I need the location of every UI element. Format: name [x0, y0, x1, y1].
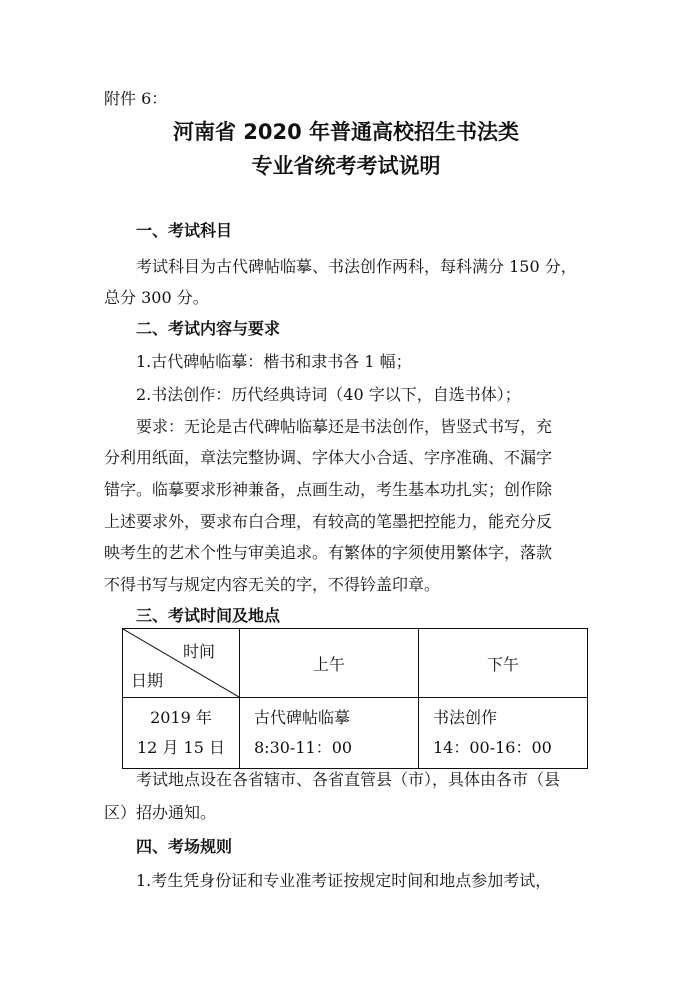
- am-time: 8:30-11：00: [254, 738, 353, 757]
- document-title-line1: 河南省 2020 年普通高校招生书法类: [172, 120, 520, 144]
- section-heading-schedule: 三、考试时间及地点: [136, 606, 281, 625]
- list-item: 1.古代碑帖临摹：楷书和隶书各 1 幅；: [136, 352, 412, 371]
- paragraph-line: 不得书写与规定内容无关的字，不得钤盖印章。: [104, 575, 441, 594]
- corner-date-label: 日期: [131, 671, 164, 690]
- paragraph-line: 区）招办通知。: [104, 803, 217, 822]
- pm-cell: [419, 698, 588, 769]
- list-item: 1.考生凭身份证和专业准考证按规定时间和地点参加考试，: [136, 871, 552, 890]
- paragraph-line: 上述要求外，要求布白合理，有较高的笔墨把控能力，能充分反: [104, 512, 553, 531]
- pm-subject: 书法创作: [433, 708, 498, 727]
- table-header-row: [123, 629, 588, 698]
- column-header-pm: 下午: [419, 629, 588, 698]
- paragraph-line: 考试地点设在各省辖市、各省直管县（市），具体由各市（县: [136, 770, 561, 789]
- pm-time: 14：00-16：00: [433, 738, 552, 757]
- date-cell: [123, 698, 240, 769]
- paragraph-line: 错字。临摹要求形神兼备，点画生动，考生基本功扎实；创作除: [104, 480, 553, 499]
- schedule-table: [122, 628, 588, 769]
- date-day: 12 月 15 日: [137, 738, 225, 757]
- am-subject: 古代碑帖临摹: [254, 708, 351, 727]
- column-header-am: 上午: [240, 629, 419, 698]
- list-item: 2.书法创作：历代经典诗词（40 字以下，自选书体）；: [136, 385, 521, 404]
- paragraph-line: 映考生的艺术个性与审美追求。有繁体的字须使用繁体字，落款: [104, 543, 553, 562]
- section-heading-rules: 四、考场规则: [136, 837, 233, 856]
- table-corner-cell: [123, 629, 240, 698]
- corner-time-label: 时间: [182, 642, 215, 661]
- section-heading-subjects: 一、考试科目: [136, 221, 233, 240]
- paragraph-line: 分利用纸面，章法完整协调、字体大小合适、字序准确、不漏字: [104, 448, 553, 467]
- am-cell: [240, 698, 419, 769]
- document-title-line2: 专业省统考考试说明: [251, 154, 441, 178]
- section-heading-content: 二、考试内容与要求: [136, 319, 281, 338]
- table-row: [123, 698, 588, 769]
- paragraph-line: 总分 300 分。: [104, 288, 209, 307]
- paragraph-line: 要求：无论是古代碑帖临摹还是书法创作，皆竖式书写，充: [136, 417, 553, 436]
- date-year: 2019 年: [150, 708, 212, 727]
- paragraph-line: 考试科目为古代碑帖临摹、书法创作两科，每科满分 150 分，: [136, 257, 577, 276]
- attachment-label: 附件 6：: [104, 89, 168, 108]
